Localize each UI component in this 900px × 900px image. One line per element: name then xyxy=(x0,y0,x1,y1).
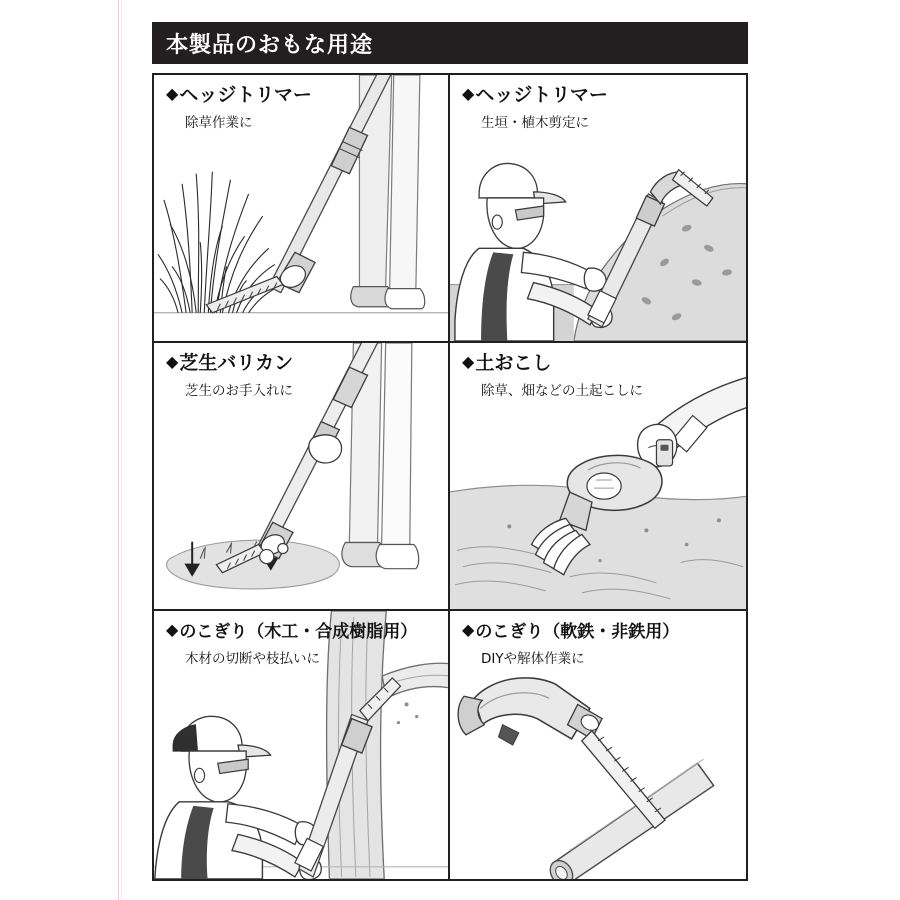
illustration-hedge-trimmer-hedge xyxy=(450,75,746,341)
document-sheet xyxy=(152,22,748,880)
bullet-diamond-icon: ◆ xyxy=(462,84,475,103)
panel-title-text: のこぎり（木工・合成樹脂用） xyxy=(179,622,418,642)
illustration-saw-wood xyxy=(154,611,448,879)
page-binding-line xyxy=(118,0,119,900)
panel-subtitle: 木材の切断や枝払いに xyxy=(185,650,320,667)
bullet-diamond-icon: ◆ xyxy=(166,620,179,639)
panel-subtitle: 生垣・植木剪定に xyxy=(481,114,589,131)
section-header-bar xyxy=(152,22,748,64)
illustration-hedge-trimmer-weeding xyxy=(154,75,448,341)
panel-saw-metal xyxy=(450,611,746,879)
illustration-saw-metal xyxy=(450,611,746,879)
panel-cultivator xyxy=(450,343,746,611)
panel-subtitle: DIYや解体作業に xyxy=(481,650,585,667)
bullet-diamond-icon: ◆ xyxy=(462,352,475,371)
illustration-cultivator xyxy=(450,343,746,609)
panel-saw-wood xyxy=(154,611,450,879)
panel-subtitle: 除草、畑などの土起こしに xyxy=(481,382,643,399)
panel-hedge-trimmer-weeding xyxy=(154,75,450,343)
panel-title-text: のこぎり（軟鉄・非鉄用） xyxy=(475,622,680,642)
illustration-lawn-clipper xyxy=(154,343,448,609)
page-binding-line-secondary xyxy=(121,0,122,900)
panel-title-text: ヘッジトリマー xyxy=(179,84,312,106)
panel-title-text: 芝生バリカン xyxy=(179,352,294,374)
bullet-diamond-icon: ◆ xyxy=(462,620,475,639)
page-title: 本製品のおもな用途 xyxy=(166,32,374,58)
panel-subtitle: 芝生のお手入れに xyxy=(185,382,293,399)
use-case-grid xyxy=(152,73,748,881)
panel-lawn-clipper xyxy=(154,343,450,611)
bullet-diamond-icon: ◆ xyxy=(166,352,179,371)
panel-hedge-trimmer-hedge xyxy=(450,75,746,343)
panel-subtitle: 除草作業に xyxy=(185,114,253,131)
panel-title-text: ヘッジトリマー xyxy=(475,84,608,106)
bullet-diamond-icon: ◆ xyxy=(166,84,179,103)
panel-title-text: 土おこし xyxy=(475,352,552,374)
